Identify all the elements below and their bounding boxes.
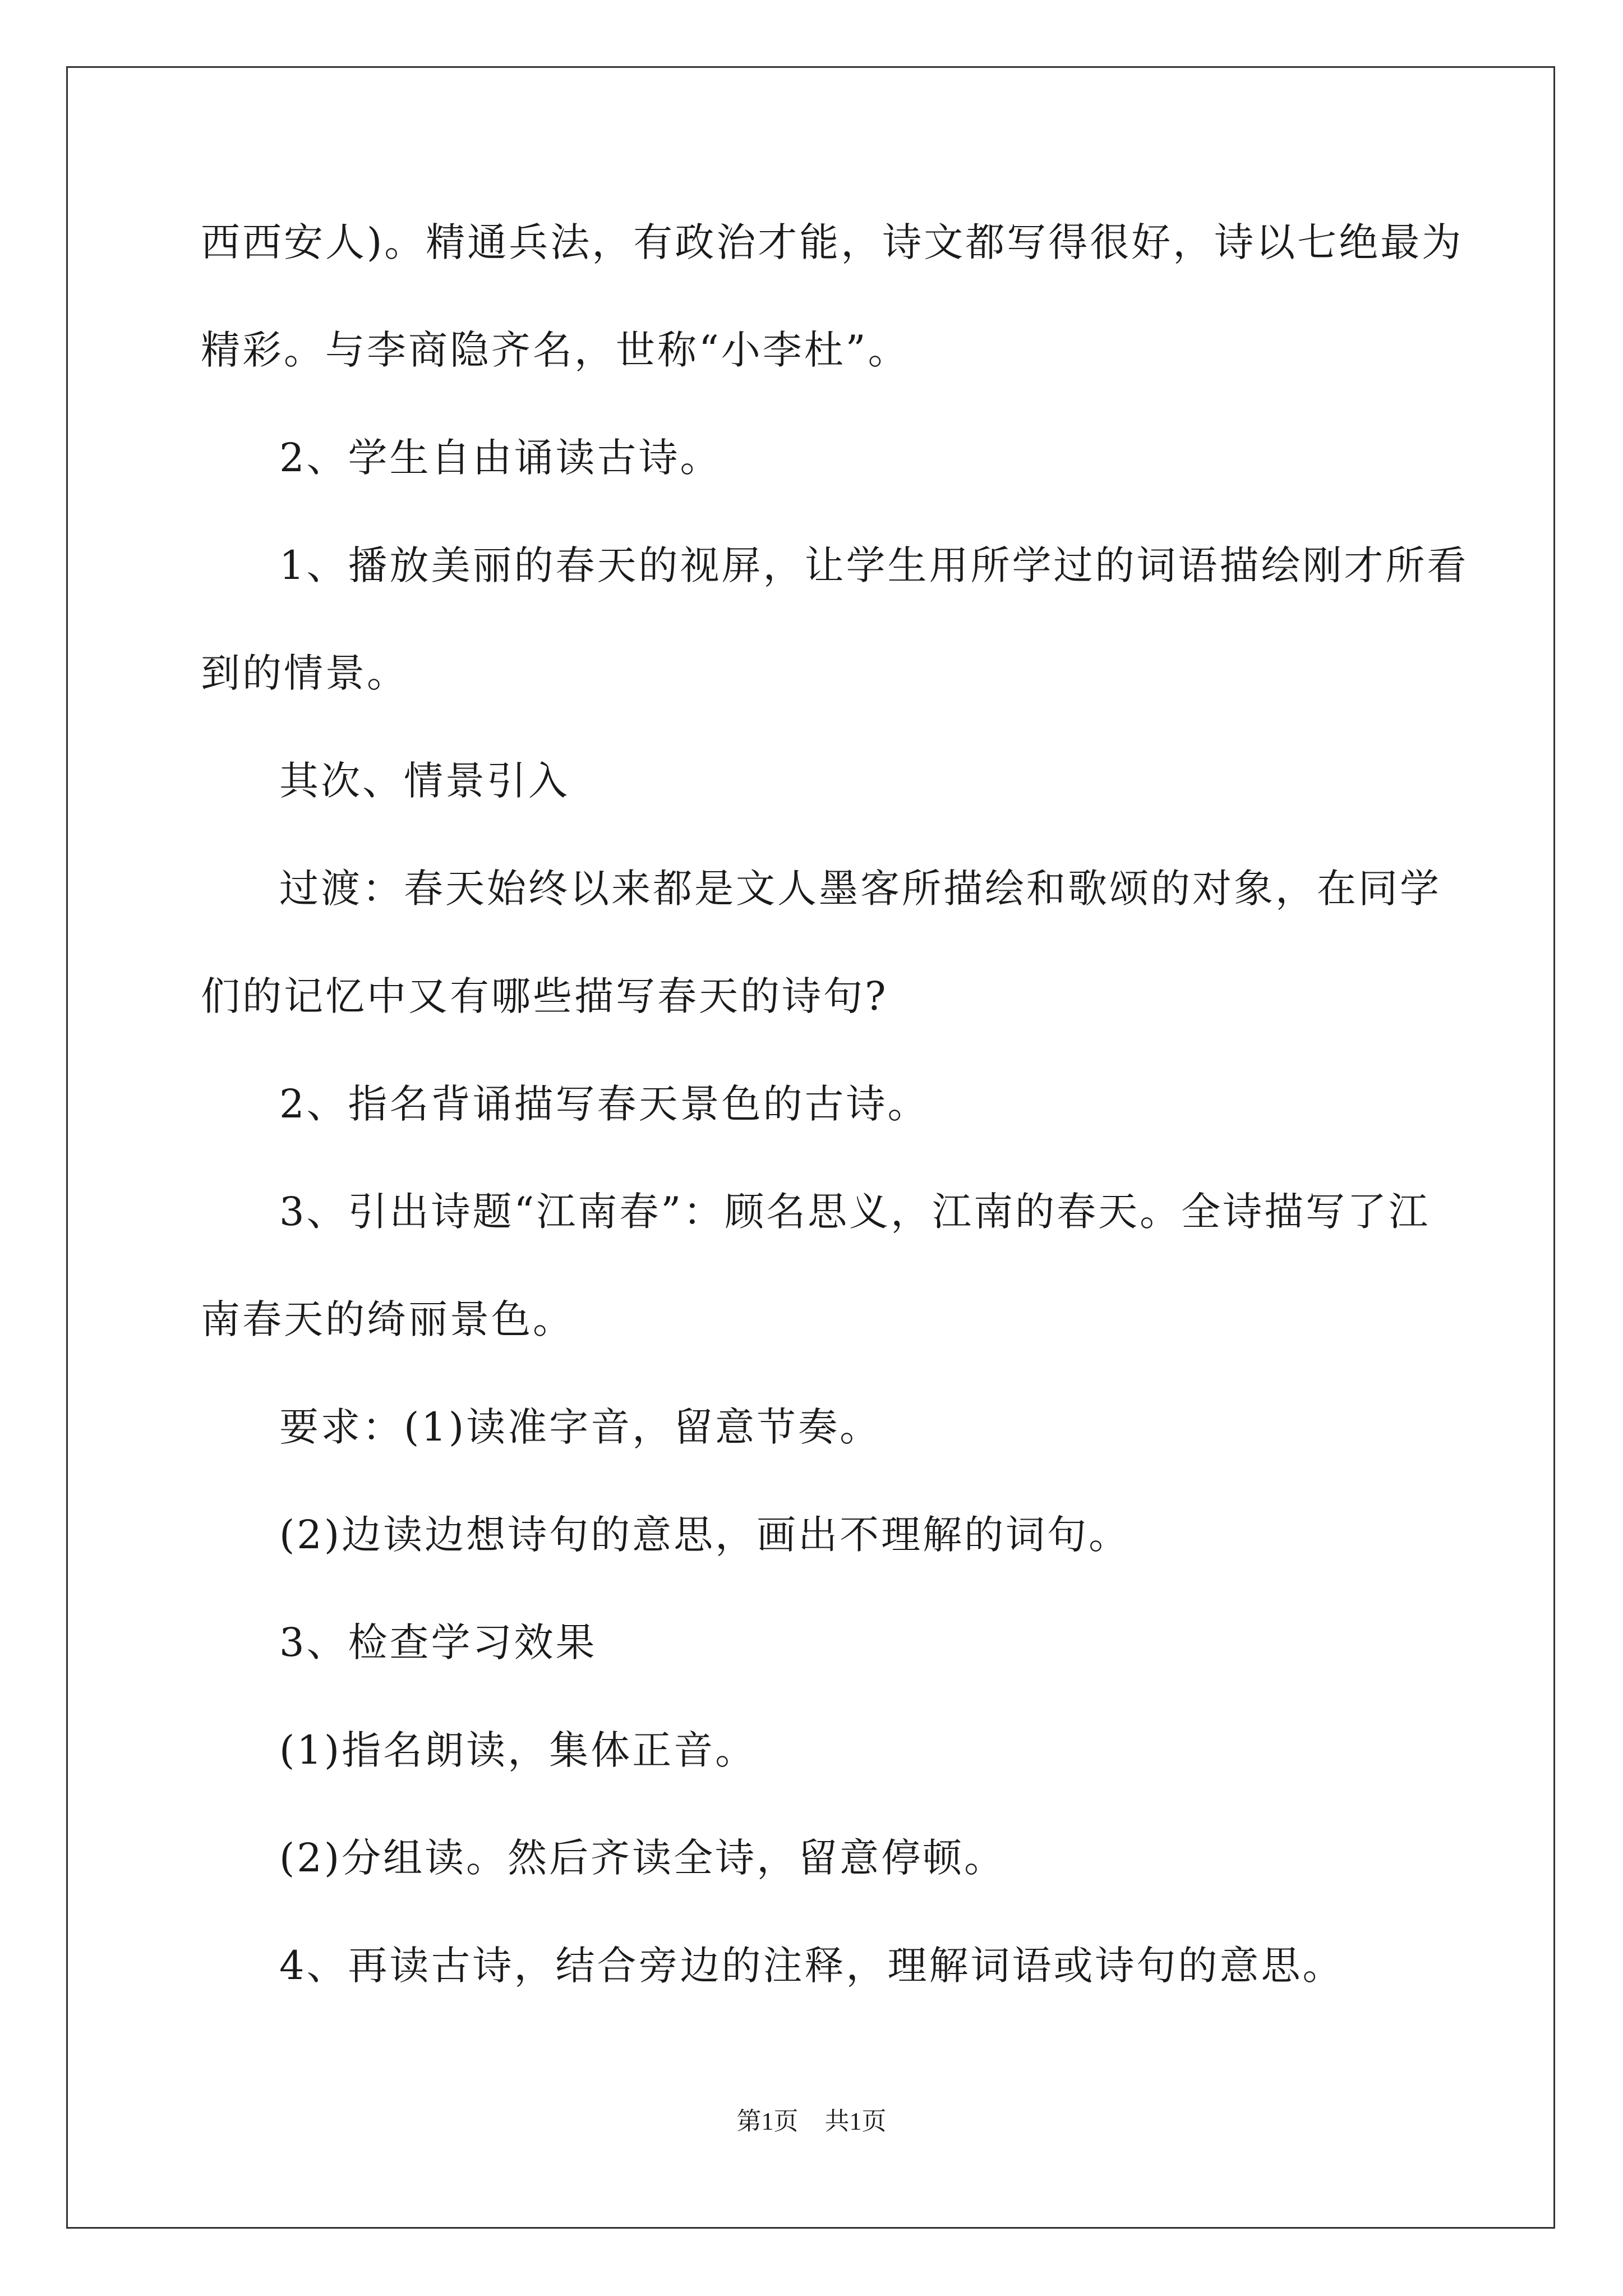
text-line: 2、学生自由诵读古诗。 [279, 435, 722, 481]
page-border [66, 66, 1555, 2229]
text-line: 4、再读古诗，结合旁边的注释，理解词语或诗句的意思。 [279, 1943, 1344, 1989]
text-line: 3、检查学习效果 [279, 1619, 597, 1665]
text-line: 3、引出诗题“江南春”：顾名思义，江南的春天。全诗描写了江 [279, 1189, 1431, 1235]
text-line: 其次、情景引入 [279, 758, 570, 804]
page-total: 共1页 [824, 2108, 887, 2135]
text-line: 西西安人)。精通兵法，有政治才能，诗文都写得很好，诗以七绝最为 [201, 219, 1464, 265]
text-line: 到的情景。 [201, 650, 408, 696]
text-line: (1)指名朗读，集体正音。 [279, 1727, 757, 1773]
page-footer [0, 2105, 1623, 2138]
text-line: 1、播放美丽的春天的视屏，让学生用所学过的词语描绘刚才所看 [279, 542, 1469, 588]
text-line: (2)边读边想诗句的意思，画出不理解的词句。 [279, 1512, 1131, 1558]
text-line: 们的记忆中又有哪些描写春天的诗句? [201, 973, 888, 1019]
text-line: 精彩。与李商隐齐名，世称“小李杜”。 [201, 327, 910, 373]
page-number: 第1页 [736, 2108, 799, 2135]
text-line: 过渡：春天始终以来都是文人墨客所描绘和歌颂的对象，在同学 [279, 866, 1441, 912]
text-line: 南春天的绮丽景色。 [201, 1296, 574, 1342]
text-line: 要求：(1)读准字音，留意节奏。 [279, 1404, 882, 1450]
text-line: 2、指名背诵描写春天景色的古诗。 [279, 1081, 929, 1127]
text-line: (2)分组读。然后齐读全诗，留意停顿。 [279, 1835, 1006, 1881]
